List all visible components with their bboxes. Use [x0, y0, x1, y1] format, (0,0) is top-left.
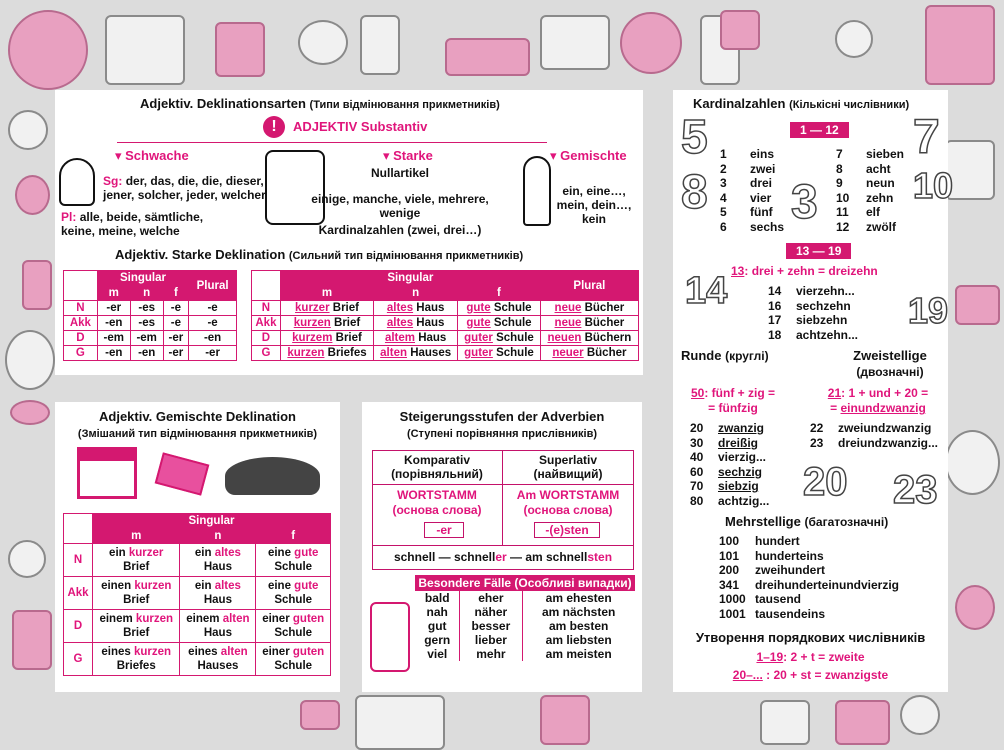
- runde-rule: 50: fünf + zig = = fünfzig: [690, 386, 776, 415]
- wortstamm-sup: Am WORTSTAMM (основа слова): [516, 488, 620, 517]
- schwache-heading: ▾ Schwache: [115, 148, 189, 163]
- gemischte-text: ein, eine…, mein, dein…, kein: [556, 184, 632, 226]
- standing-person-icon: [523, 156, 551, 226]
- deklinationsarten-title: Adjektiv. Deklinationsarten (Типи відмінювання прикметників): [140, 96, 500, 111]
- table-row: nah näher am nächsten: [426, 605, 616, 619]
- envelope-icon: [300, 700, 340, 730]
- steigerung-example: schnell — schneller — am schnellsten: [393, 550, 613, 564]
- list-item: 5 fünf: [720, 205, 773, 219]
- list-item: 16 sechzehn: [768, 298, 851, 313]
- brandenburg-gate-icon: [105, 15, 185, 85]
- list-item: 60 sechzig: [690, 464, 763, 479]
- zweistellige-list: [810, 421, 938, 450]
- list-item: 18 achtzehn...: [768, 327, 859, 342]
- car-icon: [445, 38, 530, 76]
- starke-title: Adjektiv. Starke Deklination (Сильний тип відмінювання прикметників): [115, 247, 524, 262]
- superlativ-label: Superlativ (найвищий): [533, 453, 603, 481]
- decorative-number: 14: [685, 270, 728, 312]
- bottle-icon: [360, 15, 400, 75]
- bear-icon: [12, 610, 52, 670]
- range-1-12-badge: 1 — 12: [790, 121, 849, 139]
- list-item: 8 acht: [836, 161, 891, 176]
- suffix-esten: -(e)sten: [534, 522, 600, 538]
- house-icon: [77, 447, 137, 499]
- list-item: 14 vierzehn...: [768, 284, 855, 298]
- list-item: 6 sechs: [720, 219, 785, 234]
- ordinal-title: Утворення порядкових числівників: [695, 630, 926, 645]
- decorative-number: 23: [893, 468, 938, 512]
- table-row: Akk -en -es -e -e: [64, 316, 237, 331]
- suffix-er: -er: [424, 522, 464, 538]
- ball-icon: [8, 110, 48, 150]
- table-row: bald eher am ehesten: [424, 591, 612, 605]
- panel-kardinalzahlen: [673, 90, 954, 692]
- pretzel-icon: [15, 175, 50, 215]
- gemischte-heading: ▾ Gemischte: [550, 148, 627, 163]
- list-item: 341 dreihunderteinundvierzig: [719, 577, 900, 592]
- list-item: 23 dreiundzwanzig...: [810, 435, 939, 450]
- starke-text: Nullartikel einige, manche, viele, mehrere, wenige Kardinalzahlen (zwei, drei…): [311, 166, 489, 237]
- brandenburg-gate-icon: [355, 695, 445, 750]
- zweistellige-heading: Zweistellige (двозначні): [853, 348, 927, 379]
- list-item: 1000 tausend: [719, 592, 802, 606]
- percent-icon: [540, 695, 590, 745]
- percent-icon: [215, 22, 265, 77]
- list-item: 9 neun: [836, 176, 895, 190]
- shirt-icon: [760, 700, 810, 745]
- question-icon: [22, 260, 52, 310]
- adjektiv-substantiv-label: ADJEKTIV Substantiv: [293, 119, 428, 134]
- decorative-number: 7: [913, 111, 940, 164]
- table-row: G -en -en -er -er: [64, 346, 237, 361]
- table-row: N kurzer Brief altes Haus gute Schule neue Bücher: [252, 301, 639, 316]
- table-row: Akk einen kurzen Brief ein altes Haus eine gute Schule: [64, 577, 331, 610]
- table-row: G eines kurzen Briefes eines alten Hauses einer guten Schule: [64, 643, 331, 676]
- mehrstellige-heading: Mehrstellige (багатозначні): [725, 514, 889, 529]
- list-item: 30 dreißig: [690, 435, 759, 450]
- pretzel-icon: [298, 20, 348, 65]
- decorative-number: 19: [908, 290, 949, 331]
- list-item: 40 vierzig...: [690, 450, 767, 464]
- camera-icon: [955, 285, 1000, 325]
- divider: [372, 484, 634, 485]
- table-row: gern lieber am liebsten: [424, 633, 612, 647]
- hat-icon: [10, 400, 50, 425]
- pretzel-icon: [955, 585, 995, 630]
- list-item: 2 zwei: [720, 161, 776, 176]
- camera-icon: [720, 10, 760, 50]
- steigerung-title: Steigerungsstufen der Adverbien (Ступені порівняння прислівників): [399, 409, 605, 440]
- decorative-number: 10: [913, 165, 954, 206]
- list-item: 22 zweiundzwanzig: [810, 421, 932, 435]
- range-13-19-badge: 13 — 19: [786, 242, 851, 260]
- pl-text: Pl: alle, beide, sämtliche, keine, meine, welche: [61, 210, 204, 238]
- ball-icon: [835, 20, 873, 58]
- list-item: 10 zehn: [836, 190, 894, 205]
- branch-line: [117, 142, 547, 143]
- sg-text: Sg: der, das, die, die, dieser, jener, solcher, jeder, welcher: [103, 174, 266, 202]
- list-item: 1 eins: [720, 147, 775, 161]
- gemischte-title: Adjektiv. Gemischte Deklination (Змішаний тип відмінювання прикметників): [77, 409, 318, 440]
- decorative-number: 8: [681, 166, 708, 219]
- numbers-1-6: [720, 147, 784, 234]
- table-row: G kurzen Briefes alten Hauses guter Schule neuer Bücher: [252, 346, 639, 361]
- table-row: viel mehr am meisten: [427, 647, 612, 661]
- balloon-icon: [8, 10, 88, 90]
- envelope-icon: [155, 452, 210, 495]
- list-item: 70 siebzig: [690, 479, 759, 493]
- magnifier-icon: [620, 12, 682, 74]
- list-item: 3 drei: [720, 176, 773, 190]
- list-item: 100 hundert: [719, 534, 800, 548]
- divider: [372, 545, 634, 546]
- starke-heading: ▾ Starke: [383, 148, 433, 163]
- exclamation-icon: !: [263, 116, 285, 138]
- panel-steigerung: [362, 402, 642, 692]
- decorative-number: 5: [681, 111, 708, 164]
- list-item: 7 sieben: [836, 147, 905, 161]
- list-item: 200 zweihundert: [719, 563, 826, 577]
- list-item: 17 siebzehn: [768, 313, 848, 327]
- list-item: 20 zwanzig: [690, 421, 765, 435]
- table-row: gut besser am besten: [427, 619, 609, 633]
- ball-icon: [8, 540, 46, 578]
- table-row: Akk kurzen Brief altes Haus gute Schule neue Bücher: [252, 316, 639, 331]
- table-row: N -er -es -e -e: [64, 301, 237, 316]
- germany-map-icon: [945, 430, 1000, 495]
- germany-map-icon: [5, 330, 55, 390]
- zweistellige-rule: 21: 1 + und + 20 = = einundzwanzig: [827, 386, 929, 415]
- table-row: D kurzem Brief altem Haus guter Schule neuen Büchern: [252, 331, 639, 346]
- decorative-number: 3: [791, 176, 818, 229]
- list-item: 1001 tausendeins: [719, 606, 826, 621]
- ordinal-rule-1: 1–19: 2 + t = zweite: [756, 650, 865, 664]
- mehrstellige-list: [719, 534, 899, 621]
- arrow-icon: [835, 700, 890, 745]
- gemischte-table: Singular m n f N ein kurzer Brief ein altes Haus eine gute Schule Akk einen kurzen Brief ein altes Haus eine gute Schule D einem kurzen Brief einem alten Haus einer guten Schule G eines kurzen Briefes eines alten Hauses einer guten Schule: [63, 513, 331, 676]
- table-row: N ein kurzer Brief ein altes Haus eine gute Schule: [64, 544, 331, 577]
- runde-list: [690, 421, 769, 508]
- list-item: 101 hunderteins: [719, 548, 824, 563]
- teens-rule: 13: drei + zehn = dreizehn: [731, 264, 878, 278]
- panel-adjektiv-deklination: [55, 90, 643, 375]
- table-row: D -em -em -er -en: [64, 331, 237, 346]
- graduation-cap-icon: [225, 457, 320, 495]
- numbers-7-12: [836, 147, 904, 234]
- ordinal-rule-2: 20–... : 20 + st = zwanzigste: [732, 668, 889, 682]
- kardinal-title: Kardinalzahlen (Кількісні числівники): [693, 96, 910, 111]
- runde-heading: Runde (круглі): [681, 348, 769, 363]
- wortstamm-komp: WORTSTAMM (основа слова): [392, 488, 482, 517]
- besondere-table: Besondere Fälle (Особливі випадки) bald eher am ehesten nah näher am nächsten gut besser am besten gern lieber am liebsten viel mehr am meisten: [415, 575, 635, 661]
- exclamation-person-icon: [370, 602, 410, 672]
- komparativ-label: Komparativ (порівняльний): [391, 453, 483, 481]
- hat-icon: [540, 15, 610, 70]
- windmill-icon: [925, 5, 995, 85]
- ball-icon: [900, 695, 940, 735]
- decorative-number: 20: [803, 460, 848, 504]
- panel-gemischte: [55, 402, 340, 692]
- list-item: 80 achtzig...: [690, 493, 770, 508]
- teens-list: [768, 284, 858, 342]
- list-item: 12 zwölf: [836, 219, 896, 234]
- sitting-person-icon: [59, 158, 95, 206]
- list-item: 11 elf: [836, 205, 881, 219]
- starke-endings-table: Singular Plural m n f N -er -es -e -e Akk -en -es -e -e D -em -em -er -en G -en -en -er -er: [63, 270, 237, 361]
- table-row: D einem kurzen Brief einem alten Haus einer guten Schule: [64, 610, 331, 643]
- list-item: 4 vier: [720, 190, 772, 205]
- starke-examples-table: Singular Plural m n f N kurzer Brief altes Haus gute Schule neue Bücher Akk kurzen Brief altes Haus gute Schule neue Bücher D kurzem Brief altem Haus guter Schule neuen Büchern G kurzen Briefes alten Hauses guter Schule neuer Bücher: [251, 270, 639, 361]
